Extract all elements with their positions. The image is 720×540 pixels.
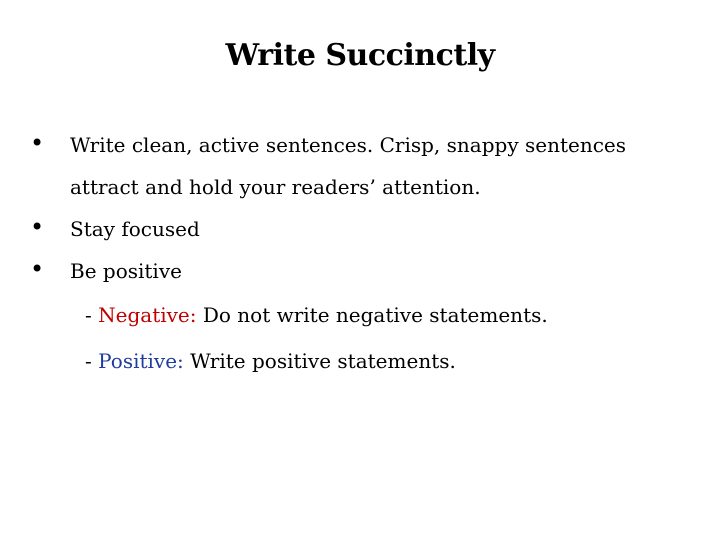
bullet-text: Be positive [70, 259, 182, 283]
bullet-list [30, 124, 690, 384]
bullet-dot: • [30, 255, 45, 283]
bullet-dot: • [30, 213, 45, 241]
positive-label: Positive: [98, 349, 184, 373]
sub-item-positive [30, 338, 690, 384]
bullet-dot: • [30, 129, 45, 157]
sub-item-negative [30, 292, 690, 338]
bullet-text: Write clean, active sentences. Crisp, snappy sentences attract and hold your readers’ attention. [70, 133, 627, 199]
negative-label: Negative: [98, 303, 197, 327]
bullet-item [30, 124, 690, 208]
slide-title: Write Succinctly [225, 38, 495, 73]
bullet-item [30, 208, 690, 250]
sub-text: Do not write negative statements. [196, 303, 548, 327]
sub-text: Write positive statements. [183, 349, 456, 373]
bullet-item [30, 250, 690, 292]
sub-dash: - [85, 303, 99, 327]
sub-dash: - [85, 349, 99, 373]
bullet-text: Stay focused [70, 217, 200, 241]
